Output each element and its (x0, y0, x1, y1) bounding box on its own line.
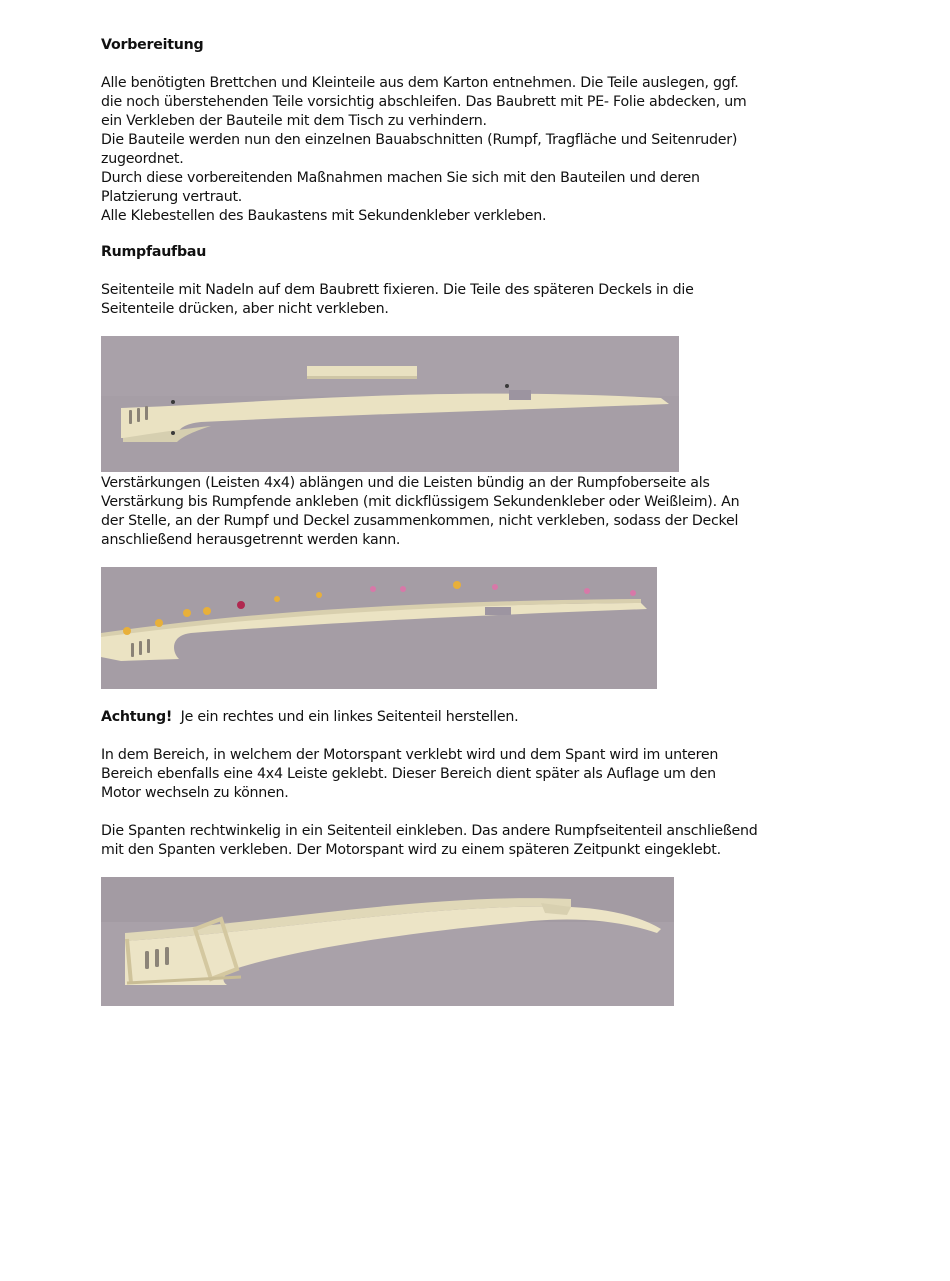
text-line: der Stelle, an der Rumpf und Deckel zusammenkommen, nicht verkleben, sodass der Deckel (101, 513, 739, 529)
text-line: mit den Spanten verkleben. Der Motorspant wird zu einem späteren Zeitpunkt eingeklebt. (101, 842, 721, 858)
paragraph-formers (101, 822, 821, 860)
text-line: Seitenteile mit Nadeln auf dem Baubrett fixieren. Die Teile des späteren Deckels in die (101, 282, 694, 298)
photo-formers-glued (101, 877, 674, 1006)
text-line: Motor wechseln zu können. (101, 785, 289, 801)
text-line: Alle Klebestellen des Baukastens mit Sekundenkleber verkleben. (101, 208, 547, 224)
paragraph-preparation (101, 74, 821, 226)
attention-label: Achtung! (101, 709, 173, 725)
paragraph-motor-area (101, 746, 821, 803)
paragraph-fuselage (101, 281, 821, 319)
paragraph-reinforcement (101, 474, 821, 550)
text-line: Durch diese vorbereitenden Maßnahmen machen Sie sich mit den Bauteilen und deren (101, 170, 700, 186)
text-line: ein Verkleben der Bauteile mit dem Tisch zu verhindern. (101, 113, 487, 129)
text-line: zugeordnet. (101, 151, 184, 167)
text-line: Die Bauteile werden nun den einzelnen Bauabschnitten (Rumpf, Tragfläche und Seitenruder) (101, 132, 738, 148)
text-line: Verstärkung bis Rumpfende ankleben (mit dickflüssigem Sekundenkleber oder Weißleim). An (101, 494, 740, 510)
photo-reinforcement-strips (101, 567, 657, 689)
text-line: anschließend herausgetrennt werden kann. (101, 532, 401, 548)
text-line: die noch überstehenden Teile vorsichtig abschleifen. Das Baubrett mit PE- Folie abdecken, um (101, 94, 747, 110)
text-line: Bereich ebenfalls eine 4x4 Leiste geklebt. Dieser Bereich dient später als Auflage um den (101, 766, 716, 782)
text-line: In dem Bereich, in welchem der Motorspant verklebt wird und dem Spant wird im unteren (101, 747, 719, 763)
heading-vorbereitung: Vorbereitung (101, 37, 204, 53)
attention-note (101, 708, 821, 727)
text-line: Die Spanten rechtwinkelig in ein Seitenteil einkleben. Das andere Rumpfseitenteil anschließend (101, 823, 758, 839)
text-line: Seitenteile drücken, aber nicht verkleben. (101, 301, 389, 317)
text-line: Alle benötigten Brettchen und Kleinteile aus dem Karton entnehmen. Die Teile auslegen, ggf. (101, 75, 739, 91)
text-line: Platzierung vertraut. (101, 189, 243, 205)
attention-text: Je ein rechtes und ein linkes Seitenteil herstellen. (180, 709, 519, 725)
text-line: Verstärkungen (Leisten 4x4) ablängen und die Leisten bündig an der Rumpfoberseite als (101, 475, 710, 491)
photo-side-parts-pinned (101, 336, 679, 472)
heading-rumpfaufbau: Rumpfaufbau (101, 244, 207, 260)
